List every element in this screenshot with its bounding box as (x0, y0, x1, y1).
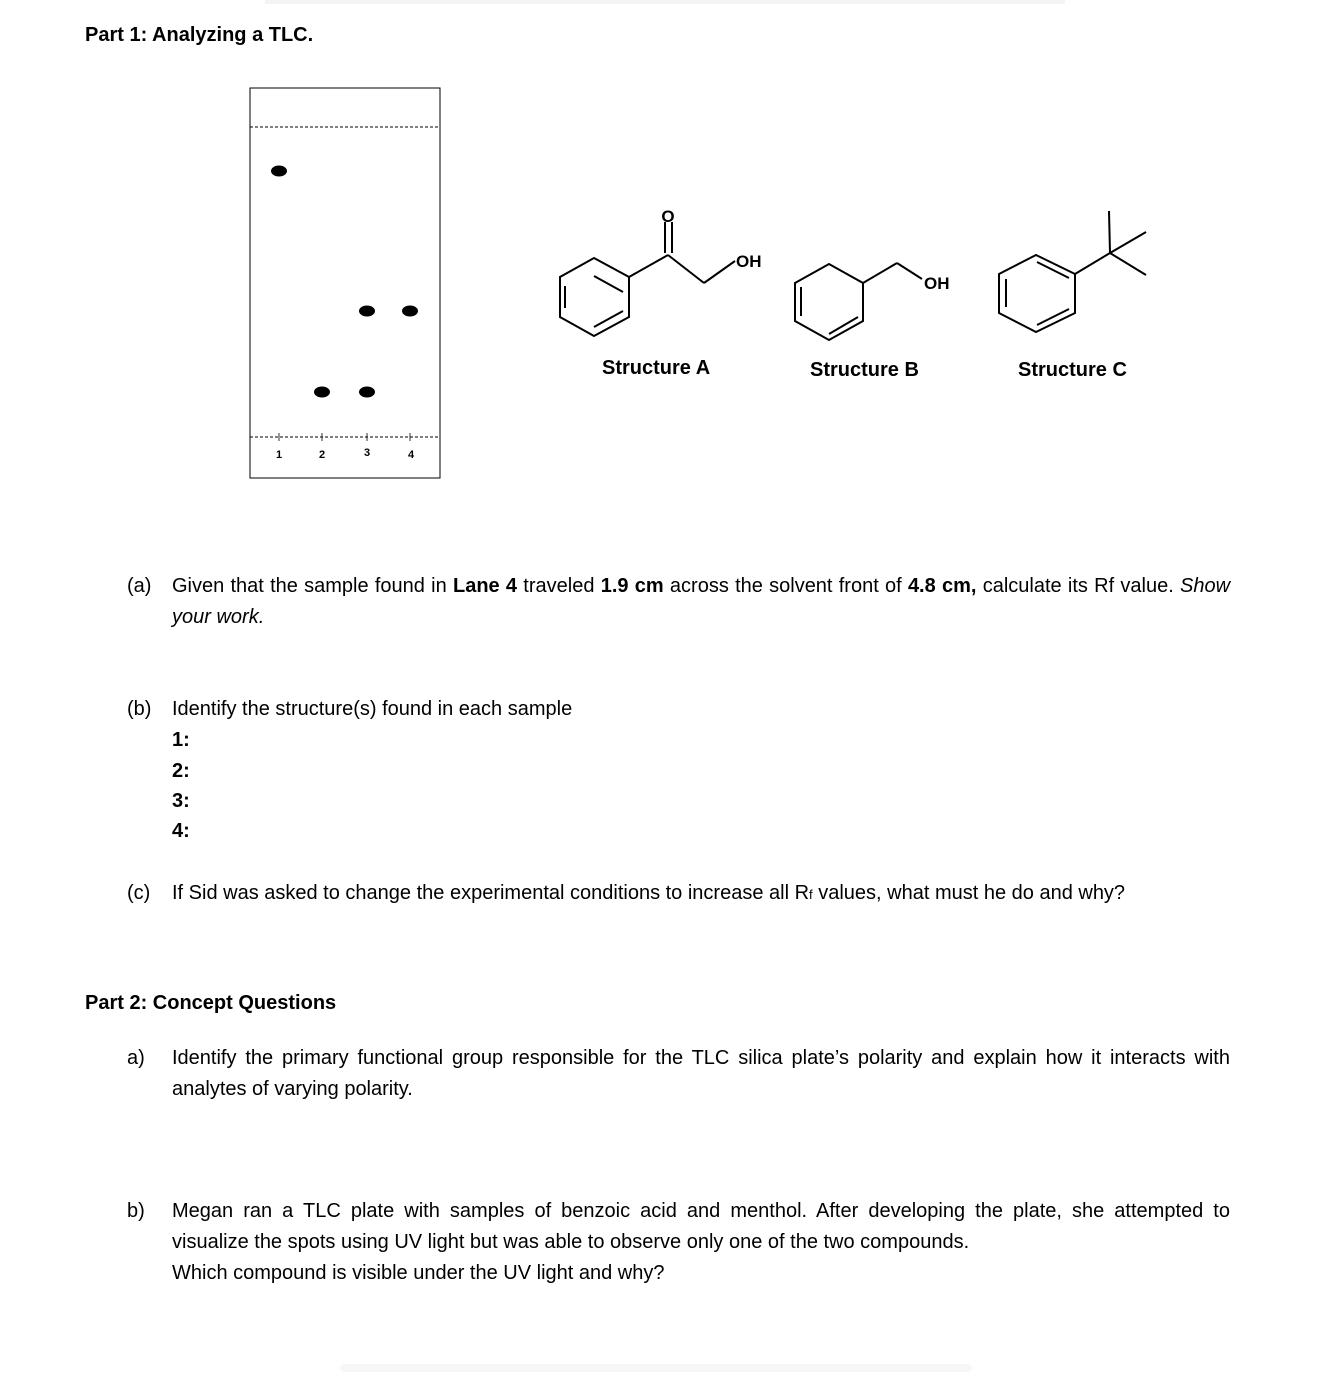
part1-heading: Part 1: Analyzing a TLC. (85, 24, 314, 46)
question-a-text: Given that the sample found in Lane 4 traveled 1.9 cm across the solvent front of 4.8 cm, calculate its Rf value. Show your work. (172, 575, 1231, 628)
structure-c-ring (999, 255, 1075, 332)
tlc-spot (271, 166, 287, 177)
sample-3-label: 3: (172, 790, 190, 812)
page-edge-top (265, 0, 1065, 4)
part2-heading: Part 2: Concept Questions (85, 992, 337, 1014)
structure-c-methyl (1110, 253, 1146, 275)
tlc-spot (359, 306, 375, 317)
sample-2-label: 2: (172, 760, 190, 782)
question-a-label: (a) (127, 575, 152, 597)
question-c-label: (c) (127, 882, 151, 904)
structure-b-bond (897, 263, 922, 279)
concept-question-a-label: a) (127, 1047, 145, 1069)
page-edge-bottom (340, 1364, 972, 1372)
sample-4-label: 4: (172, 820, 190, 842)
structure-a-caption: Structure A (602, 357, 711, 379)
concept-question-b-text: Megan ran a TLC plate with samples of benzoic acid and menthol. After developing the plate, she attempted to visualize the spots using UV light but was able to observe only one of the two compounds. Which compound is visible under the UV light and why? (172, 1200, 1230, 1284)
structure-c-caption: Structure C (1018, 359, 1127, 381)
lane-label: 1 (275, 449, 283, 461)
question-b-label: (b) (127, 698, 152, 720)
structure-a-bond (704, 261, 735, 283)
structure-a-inner (594, 311, 623, 327)
concept-question-b-label: b) (127, 1200, 145, 1222)
structure-a-ring (560, 258, 629, 336)
lane-label: 3 (363, 447, 371, 459)
structure-c-methyl (1110, 232, 1146, 253)
tlc-spot (402, 306, 418, 317)
structure-a-bond (668, 255, 704, 283)
tlc-spot (359, 387, 375, 398)
structure-a-atom-oh: OH (736, 252, 762, 271)
tlc-plate (240, 80, 450, 490)
structure-a-atom-o: O (661, 207, 675, 226)
structure-c-bond (1075, 253, 1110, 274)
structure-a-inner (594, 276, 623, 292)
tlc-plate-outline (250, 88, 440, 478)
structure-c-methyl (1109, 211, 1110, 253)
question-b-text: Identify the structure(s) found in each sample (172, 698, 573, 720)
structure-b-atom-oh: OH (924, 274, 950, 293)
structure-b-bond (863, 263, 897, 283)
structure-b-ring (795, 264, 863, 340)
concept-question-a-text: Identify the primary functional group responsible for the TLC silica plate’s polarity and explain how it interacts with analytes of varying polarity. (172, 1047, 1230, 1100)
structure-c-inner (1037, 309, 1069, 325)
structure-a-bond (629, 255, 668, 277)
sample-1-label: 1: (172, 729, 190, 751)
structure-c-inner (1037, 262, 1069, 278)
lane-label: 4 (407, 449, 415, 461)
structure-b-caption: Structure B (810, 359, 919, 381)
tlc-spot (314, 387, 330, 398)
question-c-text: If Sid was asked to change the experimental conditions to increase all Rf values, what must he do and why? (172, 882, 1126, 904)
lane-label: 2 (318, 449, 326, 461)
